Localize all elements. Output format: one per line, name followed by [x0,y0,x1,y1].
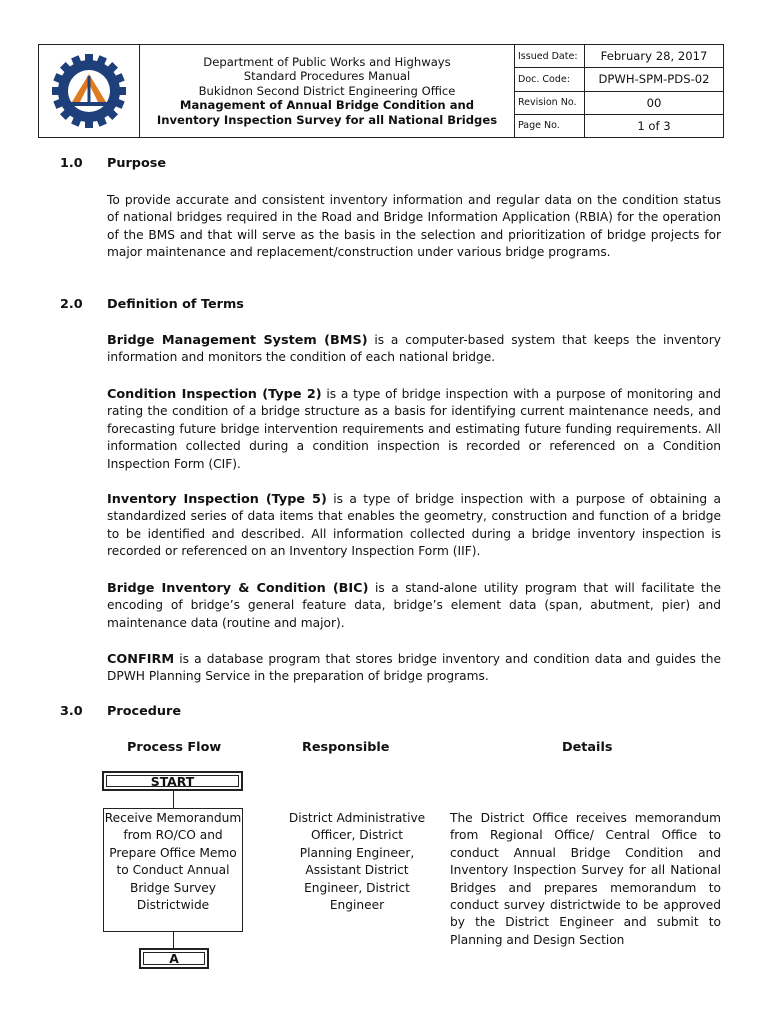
section-number: 3.0 [60,704,83,719]
meta-value: February 28, 2017 [600,49,708,64]
manual-name: Standard Procedures Manual [243,69,411,84]
section-heading-purpose [60,156,166,171]
meta-key: Page No. [515,115,585,137]
section-heading-definitions [60,297,244,312]
meta-key: Revision No. [515,92,585,114]
term-name: Bridge Inventory & Condition (BIC) [107,581,369,596]
meta-value: 00 [646,95,662,110]
term-name: Inventory Inspection (Type 5) [107,492,327,507]
flow-connector-line [173,932,174,948]
flow-start-terminal [102,771,243,791]
details-text: The District Office receives memorandum from Regional Office/ Central Office to conduct Annual Bridge Condition and Inventory Inspection Survey for all National Bridges and prepares memorandum to conduct survey districtwide to be approved by the District Engineer and submit to Planning and Design Section [450,811,721,947]
term-bic [107,580,721,632]
meta-row-doc-code [515,68,723,91]
section-heading-procedure [60,704,181,719]
section-title: Purpose [107,156,167,171]
term-name: CONFIRM [107,652,175,667]
header-meta-table [515,45,723,137]
term-name: Condition Inspection (Type 2) [107,387,322,402]
meta-row-page [515,115,723,137]
term-definition: is a type of bridge inspection with a purpose of monitoring and rating the condition of a bridge structure as a basis for identifying current maintenance needs, and forecasting future bridge intervention requirements and estimating future funding requirements. All information collected during a condition inspection is recorded or referenced on a Condition Inspection Form (CIF). [107,387,721,471]
start-label: START [150,773,195,789]
meta-value: 1 of 3 [637,118,671,133]
meta-value: DPWH-SPM-PDS-02 [598,72,710,87]
column-header-responsible: Responsible [302,740,390,755]
doc-title-line-2: Inventory Inspection Survey for all National Bridges [156,112,498,127]
dpwh-gear-logo-icon [50,52,128,130]
document-header [38,44,724,138]
column-header-process-flow: Process Flow [127,740,222,755]
section-number: 1.0 [60,156,83,171]
meta-key: Doc. Code: [515,68,585,90]
term-definition: is a database program that stores bridge inventory and condition data and guides the DPWH Planning Service in the preparation of bridge programs. [107,652,721,684]
term-condition-inspection [107,386,721,473]
section-title: Definition of Terms [107,297,244,312]
section-title: Procedure [107,704,182,719]
flow-connector-line [173,791,174,808]
doc-title-line-1: Management of Annual Bridge Condition and [179,98,475,113]
logo-cell [39,45,140,137]
section-number: 2.0 [60,297,83,312]
term-definition: is a type of bridge inspection with a purpose of obtaining a standardized series of data items that enables the geometry, construction and function of a bridge to be identified and described. All information collected during a bridge inventory inspection is recorded or referenced on an Inventory Inspection Form (IIF). [107,492,721,559]
flow-process-step-1: Receive Memorandum from RO/CO and Prepare Office Memo to Conduct Annual Bridge Survey Districtwide [103,808,243,932]
office-name: Bukidnon Second District Engineering Office [198,83,456,98]
term-bms [107,332,721,367]
meta-row-revision [515,92,723,115]
term-inventory-inspection [107,491,721,561]
term-confirm [107,651,721,686]
purpose-paragraph: To provide accurate and consistent inventory information and regular data on the condition status of national bridges required in the Road and Bridge Information Application (RBIA) for the operation of the BMS and that will serve as the basis in the selection and prioritization of bridge projects for major maintenance and replacement/construction under various bridge programs. [107,193,721,260]
meta-row-issued-date [515,45,723,68]
connector-label: A [169,951,179,966]
term-definition: is a stand-alone utility program that will facilitate the encoding of bridge’s general feature data, bridge’s element data (span, abutment, pier) and maintenance data (routine and major). [107,581,721,630]
header-title-cell [140,45,515,137]
meta-key: Issued Date: [515,45,585,67]
term-definition: is a computer-based system that keeps the inventory information and monitors the condition of each national bridge. [107,333,721,365]
responsible-text: District Administrative Officer, District Planning Engineer, Assistant District Engineer, District Engineer [288,811,426,913]
column-header-details: Details [562,740,613,755]
flow-offpage-connector [139,948,209,969]
org-name: Department of Public Works and Highways [203,54,451,69]
term-name: Bridge Management System (BMS) [107,333,368,348]
